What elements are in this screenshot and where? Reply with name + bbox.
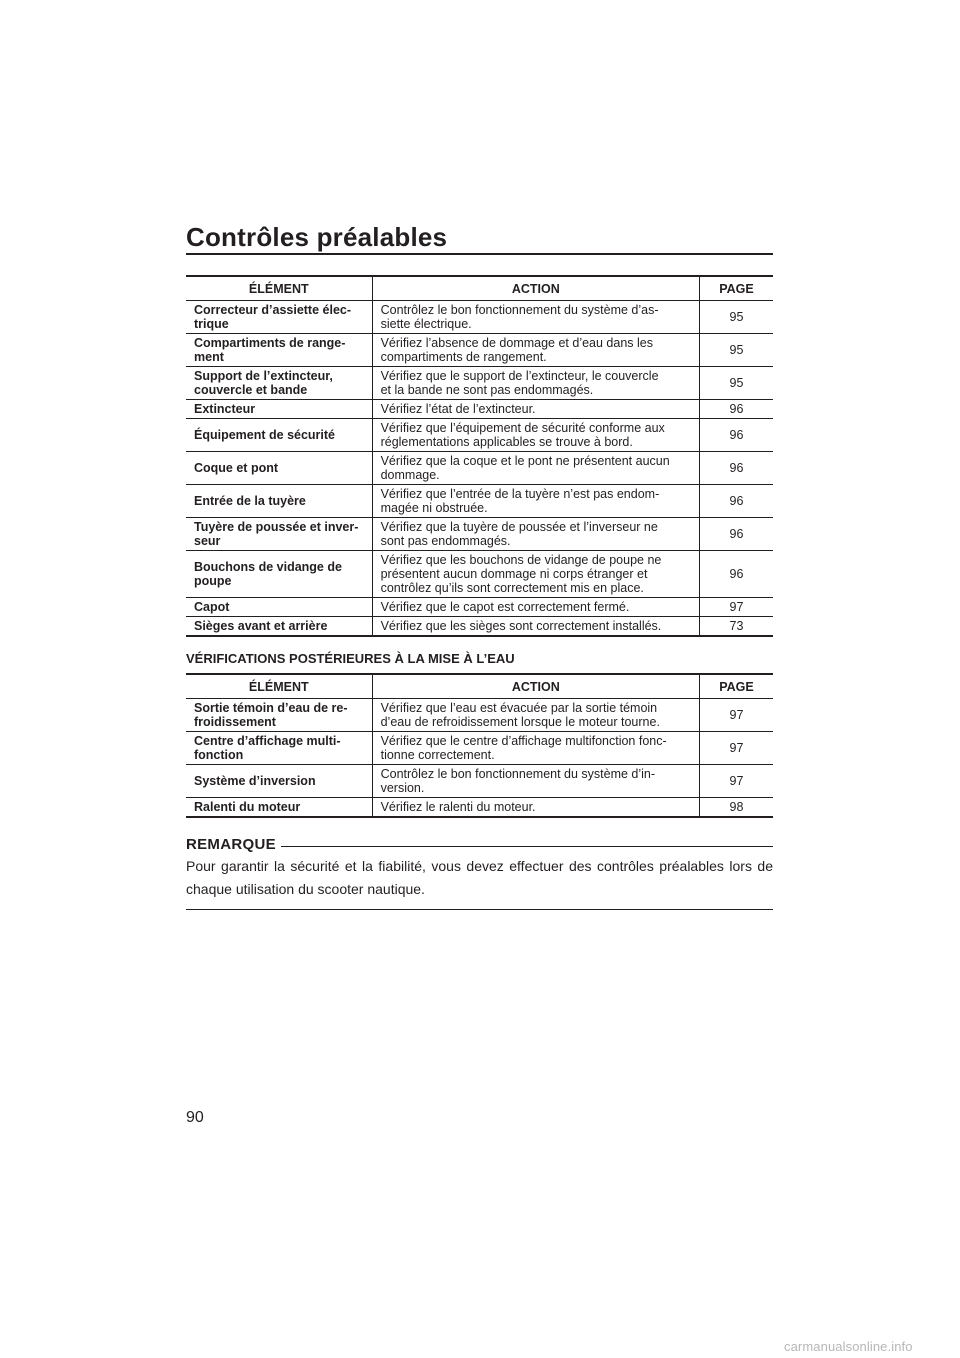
item-cell: Support de l’extincteur, couvercle et bande — [186, 367, 372, 400]
table-row — [186, 452, 773, 485]
page-cell: 73 — [699, 617, 773, 637]
action-cell: Vérifiez que l’eau est évacuée par la sortie témoin d’eau de refroidissement lorsque le moteur tourne. — [372, 699, 699, 732]
item-cell: Capot — [186, 598, 372, 617]
header-page: PAGE — [699, 276, 773, 301]
item-cell: Système d’inversion — [186, 765, 372, 798]
table-row — [186, 765, 773, 798]
table-row — [186, 419, 773, 452]
item-cell: Coque et pont — [186, 452, 372, 485]
item-cell: Bouchons de vidange de poupe — [186, 551, 372, 598]
action-cell: Vérifiez que le support de l’extincteur, le couvercle et la bande ne sont pas endommagés. — [372, 367, 699, 400]
item-cell: Sortie témoin d’eau de re- froidissement — [186, 699, 372, 732]
page-cell: 96 — [699, 400, 773, 419]
note-block — [186, 836, 773, 910]
action-cell: Vérifiez le ralenti du moteur. — [372, 798, 699, 818]
header-page: PAGE — [699, 674, 773, 699]
item-cell: Compartiments de range- ment — [186, 334, 372, 367]
action-cell: Vérifiez que l’entrée de la tuyère n’est pas endom- magée ni obstruée. — [372, 485, 699, 518]
page-cell: 97 — [699, 699, 773, 732]
header-action: ACTION — [372, 674, 699, 699]
table-row — [186, 551, 773, 598]
item-cell: Ralenti du moteur — [186, 798, 372, 818]
pre-launch-checks-table — [186, 275, 773, 637]
action-cell: Vérifiez que les bouchons de vidange de poupe ne présentent aucun dommage ni corps étranger et contrôlez qu’ils sont correctement mis en place. — [372, 551, 699, 598]
table-row — [186, 334, 773, 367]
item-cell: Correcteur d’assiette élec- trique — [186, 301, 372, 334]
table-row — [186, 485, 773, 518]
note-label: REMARQUE — [186, 836, 276, 853]
page-cell: 97 — [699, 765, 773, 798]
page-cell: 96 — [699, 485, 773, 518]
note-text: Pour garantir la sécurité et la fiabilité, vous devez effectuer des contrôles préalables lors de chaque utilisation du scooter nautique. — [186, 858, 773, 897]
item-cell: Équipement de sécurité — [186, 419, 372, 452]
action-cell: Vérifiez que la tuyère de poussée et l’inverseur ne sont pas endommagés. — [372, 518, 699, 551]
page-number: 90 — [186, 1109, 204, 1126]
item-cell: Entrée de la tuyère — [186, 485, 372, 518]
action-cell: Vérifiez que l’équipement de sécurité conforme aux réglementations applicables se trouve à bord. — [372, 419, 699, 452]
page-cell: 96 — [699, 419, 773, 452]
page-cell: 96 — [699, 518, 773, 551]
page-cell: 95 — [699, 367, 773, 400]
page-cell: 97 — [699, 732, 773, 765]
action-cell: Vérifiez l’état de l’extincteur. — [372, 400, 699, 419]
table-row — [186, 400, 773, 419]
action-cell: Contrôlez le bon fonctionnement du système d’in- version. — [372, 765, 699, 798]
page-cell: 95 — [699, 334, 773, 367]
table-row — [186, 598, 773, 617]
item-cell: Extincteur — [186, 400, 372, 419]
page-cell: 95 — [699, 301, 773, 334]
page-cell: 98 — [699, 798, 773, 818]
table-row — [186, 617, 773, 637]
table-header-row — [186, 276, 773, 301]
table-row — [186, 699, 773, 732]
action-cell: Vérifiez que les sièges sont correctement installés. — [372, 617, 699, 637]
header-item: ÉLÉMENT — [186, 674, 372, 699]
table-row — [186, 518, 773, 551]
page-title: Contrôles préalables — [186, 222, 448, 252]
action-cell: Contrôlez le bon fonctionnement du système d’as- siette électrique. — [372, 301, 699, 334]
post-launch-checks-table — [186, 673, 773, 818]
table-header-row — [186, 674, 773, 699]
action-cell: Vérifiez que la coque et le pont ne présentent aucun dommage. — [372, 452, 699, 485]
note-header — [186, 836, 773, 853]
action-cell: Vérifiez que le centre d’affichage multifonction fonc- tionne correctement. — [372, 732, 699, 765]
header-action: ACTION — [372, 276, 699, 301]
watermark: carmanualsonline.info — [784, 1339, 913, 1354]
page-cell: 96 — [699, 452, 773, 485]
action-cell: Vérifiez l’absence de dommage et d’eau dans les compartiments de rangement. — [372, 334, 699, 367]
table-row — [186, 367, 773, 400]
table-row — [186, 798, 773, 818]
header-item: ÉLÉMENT — [186, 276, 372, 301]
title-rule — [186, 253, 773, 255]
action-cell: Vérifiez que le capot est correctement fermé. — [372, 598, 699, 617]
note-bottom-rule — [186, 909, 773, 910]
item-cell: Centre d’affichage multi- fonction — [186, 732, 372, 765]
page-cell: 96 — [699, 551, 773, 598]
item-cell: Tuyère de poussée et inver- seur — [186, 518, 372, 551]
item-cell: Sièges avant et arrière — [186, 617, 372, 637]
note-rule — [281, 846, 773, 847]
table-row — [186, 301, 773, 334]
section-heading-post-launch: VÉRIFICATIONS POSTÉRIEURES À LA MISE À L’EAU — [186, 651, 515, 666]
table-row — [186, 732, 773, 765]
page-cell: 97 — [699, 598, 773, 617]
